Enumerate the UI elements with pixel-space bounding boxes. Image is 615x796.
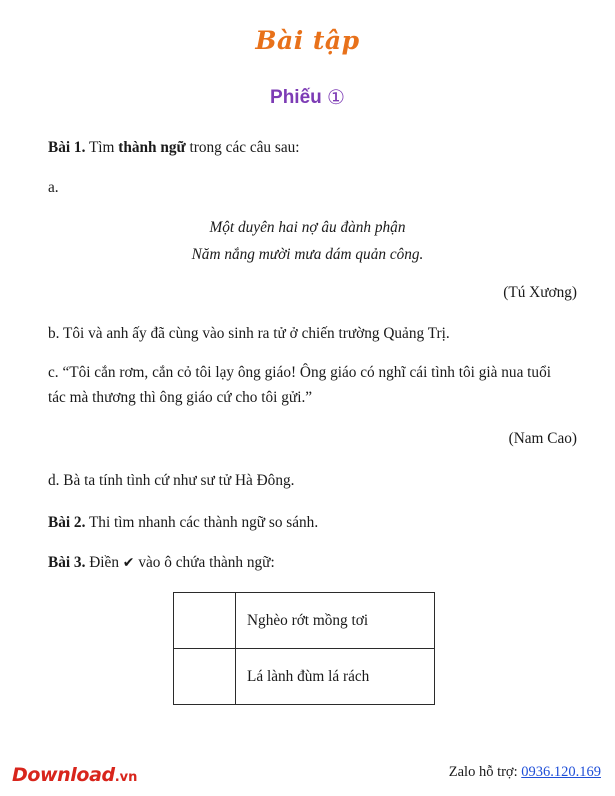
page-footer [0, 756, 615, 796]
item-b-text: b. Tôi và anh ấy đã cùng vào sinh ra tử ở chiến trường Quảng Trị. [48, 325, 450, 342]
sheet-title [0, 85, 615, 109]
checkbox-cell[interactable] [174, 593, 236, 649]
exercise-2-heading [48, 511, 318, 535]
table-row [174, 649, 435, 705]
zalo-label: Zalo hỗ trợ: [448, 764, 522, 780]
exercise-3-heading [48, 551, 275, 575]
exercise-3-text-before: Điền [85, 554, 123, 571]
checkmark-icon: ✔ [122, 555, 135, 571]
idiom-table [173, 592, 435, 705]
exercise-3-text-after: vào ô chứa thành ngữ: [134, 554, 275, 571]
item-d-text: d. Bà ta tính tình cứ như sư tử Hà Đông. [48, 472, 295, 489]
exercise-1-keyword: thành ngữ [118, 139, 186, 156]
item-c-text-line-1: c. “Tôi cắn rơm, cắn cỏ tôi lạy ông giáo! Ông giáo có nghĩ cái tình tôi già nua tuổi [48, 364, 551, 381]
poem-line-1: Một duyên hai nợ âu đành phận [209, 219, 406, 236]
item-c-text-line-2: tác mà thương thì ông giáo cứ cho tôi gửi.” [48, 389, 313, 406]
table-row [174, 593, 435, 649]
exercise-3-number: Bài 3. [48, 554, 86, 571]
zalo-support [449, 764, 601, 781]
exercise-2-number: Bài 2. [48, 514, 86, 531]
exercise-1-tail: trong các câu sau: [185, 139, 300, 156]
brand-name: Download [12, 764, 115, 786]
download-vn-logo[interactable] [12, 764, 137, 786]
exercise-1-number: Bài 1. [48, 139, 86, 156]
poem-line-2: Năm nắng mười mưa dám quản công. [191, 246, 424, 263]
exercise-1-verb: Tìm [85, 139, 119, 156]
exercise-1-heading [48, 136, 300, 160]
brand-tld: .vn [114, 770, 138, 785]
phrase-cell: Nghèo rớt mồng tơi [236, 593, 435, 649]
circled-number-icon: ① [327, 85, 345, 109]
item-a-label: a. [48, 179, 59, 196]
attribution-tu-xuong: (Tú Xương) [503, 284, 577, 301]
sheet-title-label: Phiếu [270, 87, 322, 108]
checkbox-cell[interactable] [174, 649, 236, 705]
page-title: Bài tập [255, 26, 360, 55]
phrase-cell: Lá lành đùm lá rách [236, 649, 435, 705]
attribution-nam-cao: (Nam Cao) [508, 430, 577, 447]
zalo-phone-link[interactable]: 0936.120.169 [521, 764, 601, 780]
exercise-2-text: Thi tìm nhanh các thành ngữ so sánh. [85, 514, 319, 531]
